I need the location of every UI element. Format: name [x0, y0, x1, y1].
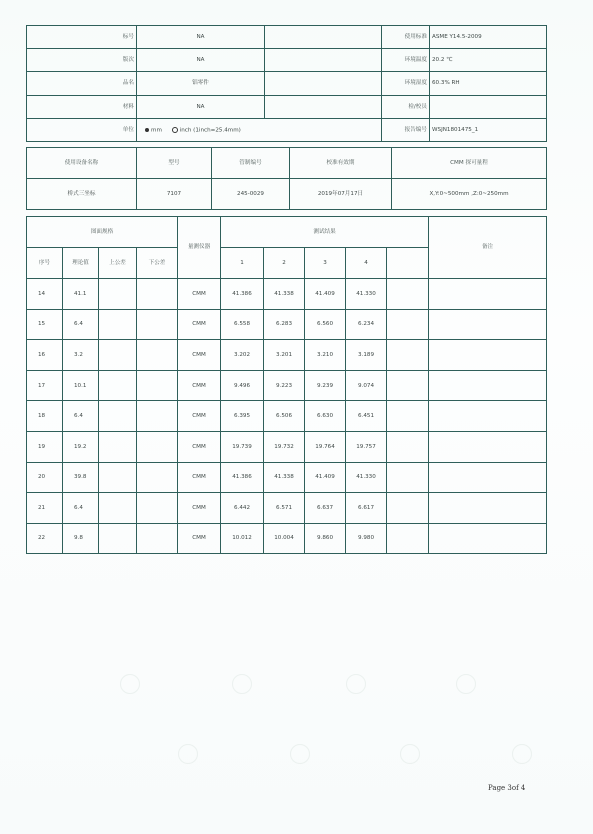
instrument: CMM: [178, 462, 221, 493]
result-1: 6.558: [221, 309, 264, 340]
remarks-cell: [429, 309, 547, 340]
remarks-cell: [429, 493, 547, 524]
subheader: 序号: [27, 248, 63, 279]
info-value: 20.2 ℃: [430, 49, 547, 72]
equipment-header: CMM 探可量程: [392, 148, 547, 179]
equipment-header: 型号: [137, 148, 212, 179]
row-number: 22: [27, 523, 63, 554]
instrument: CMM: [178, 279, 221, 310]
equipment-cell: 2019年07月17日: [290, 179, 392, 210]
row-number: 14: [27, 279, 63, 310]
part-info-table: [26, 25, 547, 142]
result-3: 9.239: [305, 370, 346, 401]
info-value: ASME Y14.5-2009: [430, 26, 547, 49]
info-label: 环境湿度: [382, 72, 430, 95]
result-1: 6.395: [221, 401, 264, 432]
result-2: 41.338: [264, 279, 305, 310]
result-3: 6.560: [305, 309, 346, 340]
info-label: 单位: [27, 118, 137, 141]
lower-tolerance: [137, 279, 178, 310]
info-row: [27, 95, 547, 118]
result-1: 9.496: [221, 370, 264, 401]
info-blank: [265, 26, 382, 49]
watermark-ring: [232, 674, 252, 694]
nominal-value: 3.2: [63, 340, 99, 371]
page-number: Page 3of 4: [488, 784, 526, 792]
subheader: 下公差: [137, 248, 178, 279]
info-row: [27, 72, 547, 95]
result-blank: [387, 401, 429, 432]
info-blank: [265, 72, 382, 95]
upper-tolerance: [99, 493, 137, 524]
info-label: 检/校员: [382, 95, 430, 118]
result-1: 10.012: [221, 523, 264, 554]
measurement-row: [27, 462, 547, 493]
upper-tolerance: [99, 431, 137, 462]
lower-tolerance: [137, 462, 178, 493]
row-number: 19: [27, 431, 63, 462]
info-label: 环境温度: [382, 49, 430, 72]
watermark-ring: [290, 744, 310, 764]
lower-tolerance: [137, 493, 178, 524]
result-3: 9.860: [305, 523, 346, 554]
result-col-blank: [387, 248, 429, 279]
info-label: 品名: [27, 72, 137, 95]
info-value: NA: [137, 95, 265, 118]
result-1: 3.202: [221, 340, 264, 371]
result-4: 41.330: [346, 462, 387, 493]
result-3: 41.409: [305, 279, 346, 310]
subheader: 上公差: [99, 248, 137, 279]
nominal-value: 6.4: [63, 309, 99, 340]
remarks-cell: [429, 401, 547, 432]
result-3: 19.764: [305, 431, 346, 462]
result-3: 41.409: [305, 462, 346, 493]
remarks-cell: [429, 370, 547, 401]
watermark-ring: [346, 674, 366, 694]
result-blank: [387, 523, 429, 554]
info-blank: [265, 49, 382, 72]
result-1: 41.386: [221, 462, 264, 493]
remarks-header: 备注: [429, 217, 547, 279]
nominal-value: 10.1: [63, 370, 99, 401]
remarks-cell: [429, 523, 547, 554]
row-number: 16: [27, 340, 63, 371]
equipment-cell: 桥式三坐标: [27, 179, 137, 210]
result-blank: [387, 309, 429, 340]
result-3: 6.630: [305, 401, 346, 432]
result-blank: [387, 493, 429, 524]
watermark-ring: [120, 674, 140, 694]
nominal-value: 19.2: [63, 431, 99, 462]
unit-selector: [137, 118, 382, 141]
equipment-cell: X,Y:0~500mm ,Z:0~250mm: [392, 179, 547, 210]
instrument: CMM: [178, 493, 221, 524]
info-value: WSJN1801475_1: [430, 118, 547, 141]
result-4: 6.451: [346, 401, 387, 432]
result-col-header: 3: [305, 248, 346, 279]
unit-inch-label: inch (1inch=25.4mm): [179, 127, 241, 134]
upper-tolerance: [99, 279, 137, 310]
lower-tolerance: [137, 401, 178, 432]
instrument: CMM: [178, 309, 221, 340]
upper-tolerance: [99, 309, 137, 340]
upper-tolerance: [99, 462, 137, 493]
info-label: 报告编号: [382, 118, 430, 141]
result-4: 6.234: [346, 309, 387, 340]
equipment-cell: 7107: [137, 179, 212, 210]
upper-tolerance: [99, 370, 137, 401]
result-1: 41.386: [221, 279, 264, 310]
lower-tolerance: [137, 340, 178, 371]
equipment-header: 管制编号: [212, 148, 290, 179]
instrument: CMM: [178, 340, 221, 371]
results-header: 测试结果: [221, 217, 429, 248]
lower-tolerance: [137, 431, 178, 462]
info-label: 标号: [27, 26, 137, 49]
nominal-value: 6.4: [63, 493, 99, 524]
equipment-header-row: [27, 148, 547, 179]
nominal-value: 9.8: [63, 523, 99, 554]
drawing-spec-header: 图面规格: [27, 217, 178, 248]
result-2: 6.571: [264, 493, 305, 524]
result-2: 10.004: [264, 523, 305, 554]
instrument: CMM: [178, 523, 221, 554]
lower-tolerance: [137, 523, 178, 554]
measurement-table: [26, 216, 547, 554]
result-4: 9.074: [346, 370, 387, 401]
measurement-header-row: [27, 217, 547, 248]
result-2: 41.338: [264, 462, 305, 493]
equipment-header: 校准有效期: [290, 148, 392, 179]
result-2: 9.223: [264, 370, 305, 401]
upper-tolerance: [99, 340, 137, 371]
result-4: 3.189: [346, 340, 387, 371]
result-blank: [387, 340, 429, 371]
radio-selected-icon[interactable]: [145, 128, 149, 132]
result-1: 6.442: [221, 493, 264, 524]
upper-tolerance: [99, 523, 137, 554]
lower-tolerance: [137, 370, 178, 401]
instrument-header: 量测仪器: [178, 217, 221, 279]
nominal-value: 41.1: [63, 279, 99, 310]
remarks-cell: [429, 340, 547, 371]
measurement-row: [27, 523, 547, 554]
info-row: [27, 49, 547, 72]
result-4: 41.330: [346, 279, 387, 310]
instrument: CMM: [178, 431, 221, 462]
result-2: 6.506: [264, 401, 305, 432]
remarks-cell: [429, 279, 547, 310]
lower-tolerance: [137, 309, 178, 340]
measurement-row: [27, 309, 547, 340]
result-3: 3.210: [305, 340, 346, 371]
instrument: CMM: [178, 370, 221, 401]
result-blank: [387, 462, 429, 493]
equipment-data-row: [27, 179, 547, 210]
result-2: 6.283: [264, 309, 305, 340]
result-3: 6.637: [305, 493, 346, 524]
nominal-value: 39.8: [63, 462, 99, 493]
radio-unselected-icon[interactable]: [172, 127, 178, 133]
unit-mm-label: mm: [151, 127, 162, 134]
measurement-row: [27, 370, 547, 401]
info-label: 材料: [27, 95, 137, 118]
info-value: 60.3% RH: [430, 72, 547, 95]
result-2: 19.732: [264, 431, 305, 462]
upper-tolerance: [99, 401, 137, 432]
result-4: 19.757: [346, 431, 387, 462]
info-value: [430, 95, 547, 118]
result-2: 3.201: [264, 340, 305, 371]
measurement-row: [27, 401, 547, 432]
equipment-header: 使用设备名称: [27, 148, 137, 179]
row-number: 17: [27, 370, 63, 401]
watermark-ring: [456, 674, 476, 694]
info-label: 使用标准: [382, 26, 430, 49]
result-col-header: 1: [221, 248, 264, 279]
info-row: [27, 26, 547, 49]
measurement-row: [27, 493, 547, 524]
info-value: NA: [137, 49, 265, 72]
measurement-row: [27, 279, 547, 310]
result-col-header: 2: [264, 248, 305, 279]
info-value: 铝零件: [137, 72, 265, 95]
remarks-cell: [429, 431, 547, 462]
row-number: 21: [27, 493, 63, 524]
info-label: 版次: [27, 49, 137, 72]
result-1: 19.739: [221, 431, 264, 462]
measurement-row: [27, 340, 547, 371]
watermark-ring: [512, 744, 532, 764]
row-number: 15: [27, 309, 63, 340]
row-number: 18: [27, 401, 63, 432]
result-blank: [387, 279, 429, 310]
result-blank: [387, 370, 429, 401]
info-value: NA: [137, 26, 265, 49]
measurement-row: [27, 431, 547, 462]
info-blank: [265, 95, 382, 118]
result-blank: [387, 431, 429, 462]
watermark-ring: [400, 744, 420, 764]
row-number: 20: [27, 462, 63, 493]
result-4: 6.617: [346, 493, 387, 524]
result-col-header: 4: [346, 248, 387, 279]
equipment-cell: 245-0029: [212, 179, 290, 210]
subheader: 理论值: [63, 248, 99, 279]
equipment-table: [26, 147, 547, 210]
remarks-cell: [429, 462, 547, 493]
nominal-value: 6.4: [63, 401, 99, 432]
watermark-ring: [178, 744, 198, 764]
result-4: 9.980: [346, 523, 387, 554]
instrument: CMM: [178, 401, 221, 432]
info-row: [27, 118, 547, 141]
